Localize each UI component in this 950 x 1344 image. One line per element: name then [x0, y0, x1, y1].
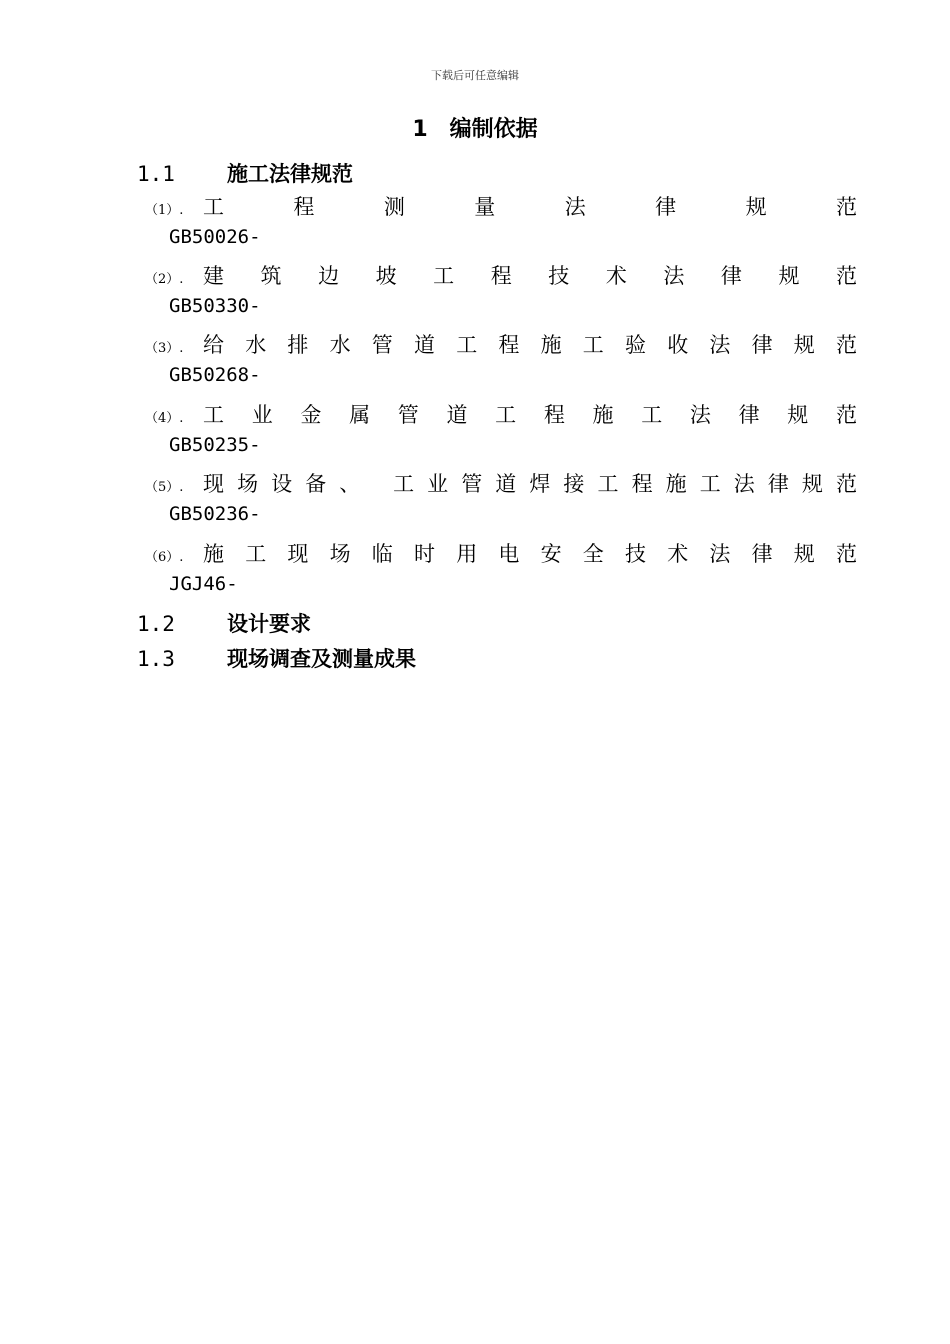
- standard-code: GB50026-: [169, 226, 261, 248]
- section-number: 1.2: [137, 612, 175, 636]
- chapter-heading: [0, 112, 950, 143]
- list-marker: （5）.: [145, 480, 184, 495]
- chapter-number: 1: [412, 117, 428, 142]
- standard-code: JGJ46-: [169, 573, 238, 595]
- list-item: [145, 330, 859, 390]
- section-number: 1.1: [137, 162, 175, 186]
- standard-title: 工业金属管道工程施工法律规范: [203, 403, 859, 427]
- standard-code: GB50330-: [169, 295, 261, 317]
- list-marker: （1）.: [145, 203, 184, 218]
- standard-title: 现场设备、 工业管道焊接工程施工法律规范: [203, 472, 859, 496]
- standard-title: 工程测量法律规范: [203, 195, 859, 219]
- standard-code: GB50268-: [169, 364, 261, 386]
- list-item: [145, 469, 859, 529]
- list-item: [145, 261, 859, 321]
- standard-code: GB50235-: [169, 434, 261, 456]
- page-header: 下载后可任意编辑: [431, 69, 519, 82]
- chapter-title: 编制依据: [449, 117, 538, 142]
- section-heading-1-3: [137, 643, 416, 673]
- standard-title: 施工现场临时用电安全技术法律规范: [203, 542, 859, 566]
- list-marker: （4）.: [145, 411, 184, 426]
- section-title: 现场调查及测量成果: [227, 647, 416, 671]
- list-marker: （3）.: [145, 341, 184, 356]
- standard-title: 给水排水管道工程施工验收法律规范: [203, 333, 859, 357]
- section-heading-1-1: [137, 158, 353, 188]
- section-heading-1-2: [137, 608, 311, 638]
- list-marker: （6）.: [145, 550, 184, 565]
- list-item: [145, 539, 859, 599]
- standard-title: 建筑边坡工程技术法律规范: [203, 264, 859, 288]
- section-title: 设计要求: [227, 612, 311, 636]
- section-title: 施工法律规范: [227, 162, 353, 186]
- standard-code: GB50236-: [169, 503, 261, 525]
- list-marker: （2）.: [145, 272, 184, 287]
- section-number: 1.3: [137, 647, 175, 671]
- list-item: [145, 400, 859, 460]
- list-item: [145, 192, 859, 252]
